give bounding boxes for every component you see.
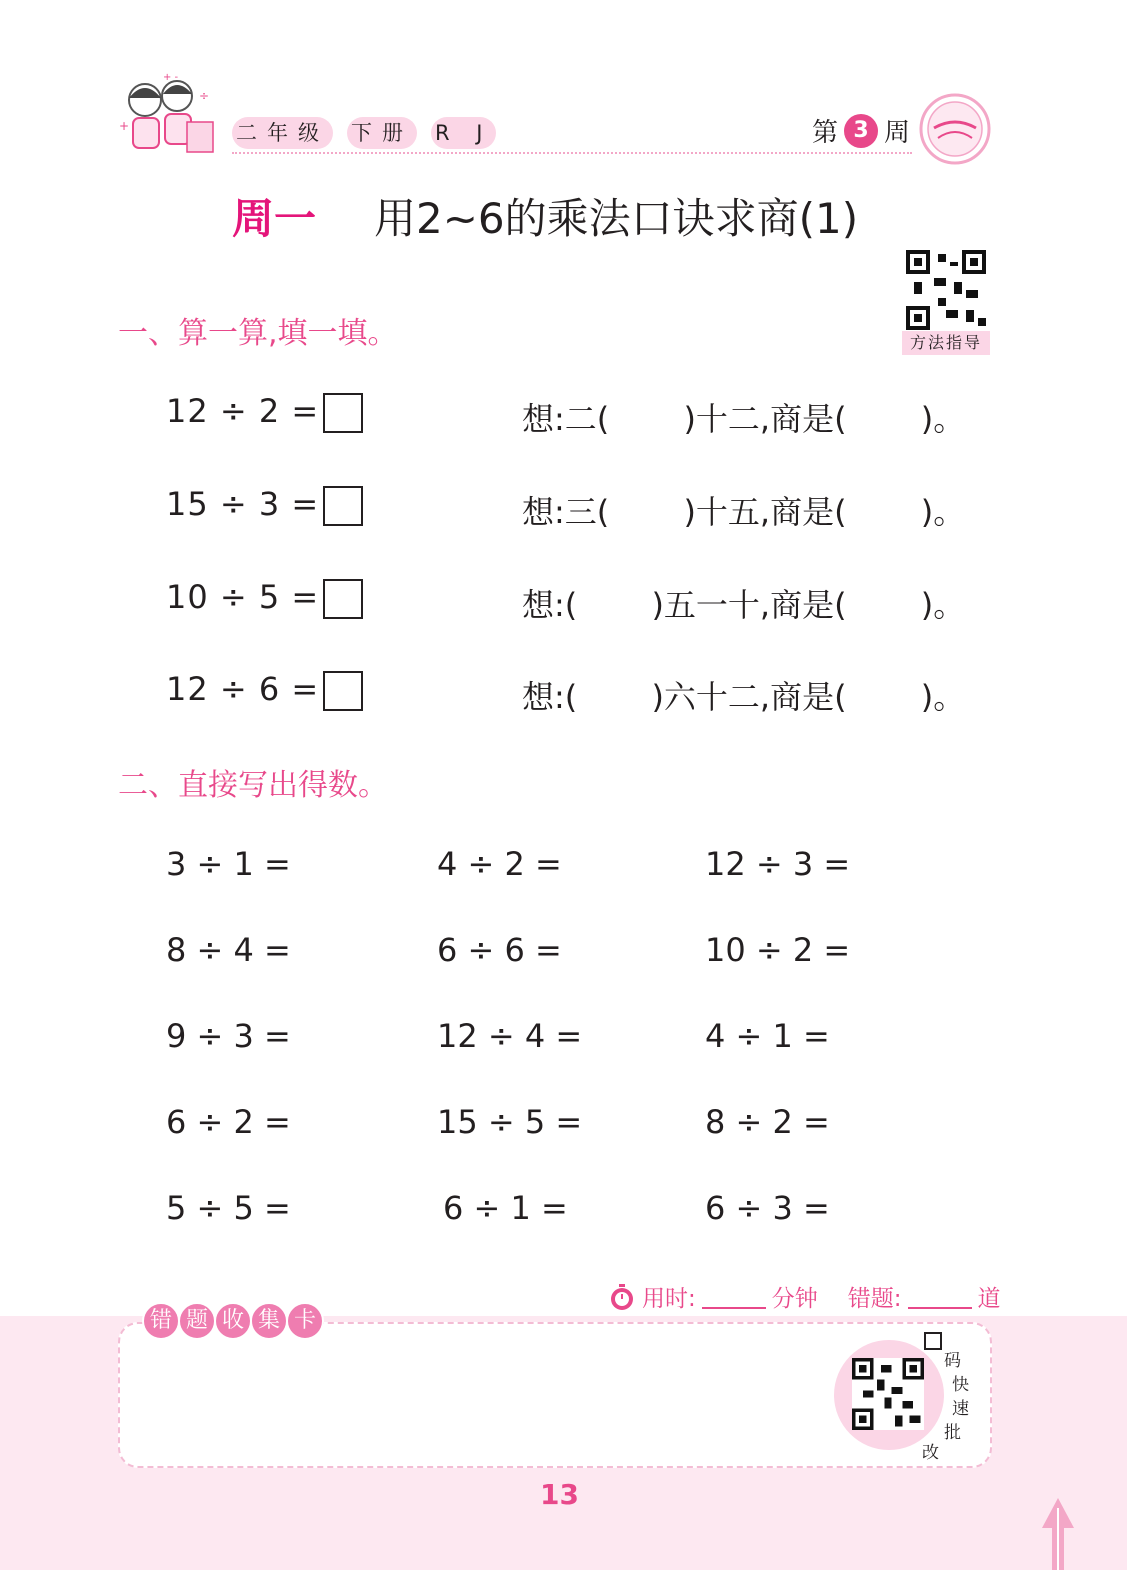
- equation-text: 10 ÷ 5 =: [166, 578, 320, 616]
- problem: 10 ÷ 2 =: [705, 931, 851, 969]
- problem: 15 ÷ 5 =: [437, 1103, 583, 1141]
- errors-unit: 道: [977, 1286, 1001, 1312]
- week-prefix: 第: [812, 118, 839, 148]
- svg-text:+ -: + -: [163, 72, 179, 83]
- errors-blank[interactable]: [908, 1285, 972, 1309]
- grade-label: 二年级: [232, 117, 333, 149]
- problem: 12 ÷ 3 =: [705, 845, 851, 883]
- problem: 12 ÷ 4 =: [437, 1017, 583, 1055]
- kids-illustration: [115, 70, 220, 165]
- header-divider: [232, 152, 912, 154]
- error-card-title: [142, 1302, 322, 1340]
- problem: 5 ÷ 5 =: [166, 1189, 291, 1227]
- time-unit: 分钟: [771, 1286, 818, 1312]
- time-blank[interactable]: [702, 1285, 766, 1309]
- think-prompt: 想:( )五一十,商是( )。: [522, 586, 966, 624]
- week-number-badge: 3: [844, 114, 878, 148]
- card-title-char: 集: [250, 1302, 288, 1340]
- equation-text: 12 ÷ 6 =: [166, 670, 320, 708]
- problem: 4 ÷ 2 =: [437, 845, 562, 883]
- problem: 6 ÷ 3 =: [705, 1189, 830, 1227]
- qr-caption: 方法指导: [902, 331, 990, 355]
- scan-char: 码: [944, 1351, 961, 1371]
- problem: 6 ÷ 2 =: [166, 1103, 291, 1141]
- problem: 8 ÷ 4 =: [166, 931, 291, 969]
- division-row: [166, 670, 363, 711]
- scan-char-square: [924, 1332, 942, 1350]
- week-indicator: [812, 112, 910, 149]
- problem: 8 ÷ 2 =: [705, 1103, 830, 1141]
- division-row: [166, 485, 363, 526]
- brand-stamp-icon: [918, 92, 992, 166]
- think-prompt: 想:二( )十二,商是( )。: [522, 400, 966, 438]
- problem: 6 ÷ 6 =: [437, 931, 562, 969]
- svg-text:+: +: [119, 119, 130, 133]
- qr-code-icon[interactable]: [852, 1358, 924, 1430]
- problem: 9 ÷ 3 =: [166, 1017, 291, 1055]
- think-prompt: 想:三( )十五,商是( )。: [522, 493, 966, 531]
- stopwatch-icon: [608, 1283, 636, 1311]
- answer-box[interactable]: [323, 671, 363, 711]
- errors-label: 错题:: [847, 1286, 902, 1312]
- volume-label: 下册: [347, 117, 417, 149]
- page-number: 13: [540, 1478, 579, 1511]
- problem: 6 ÷ 1 =: [443, 1189, 568, 1227]
- scan-char: 快: [952, 1375, 969, 1395]
- answer-box[interactable]: [323, 579, 363, 619]
- section1-heading: 一、算一算,填一填。: [118, 316, 398, 351]
- svg-text:÷: ÷: [199, 89, 210, 103]
- time-label: 用时:: [642, 1286, 696, 1312]
- think-prompt: 想:( )六十二,商是( )。: [522, 678, 966, 716]
- card-title-char: 卡: [286, 1302, 324, 1340]
- arrow-up-icon: [1040, 1498, 1076, 1570]
- scan-char: 批: [944, 1423, 961, 1443]
- answer-box[interactable]: [323, 393, 363, 433]
- qr-code-icon[interactable]: [906, 250, 986, 330]
- scan-char: 速: [952, 1399, 969, 1419]
- page-title: 用2~6的乘法口诀求商(1): [374, 194, 859, 243]
- card-title-char: 题: [178, 1302, 216, 1340]
- day-label: 周一: [232, 194, 317, 243]
- answer-box[interactable]: [323, 486, 363, 526]
- scan-char: 改: [922, 1443, 939, 1463]
- section2-heading: 二、直接写出得数。: [118, 768, 388, 803]
- equation-text: 12 ÷ 2 =: [166, 392, 320, 430]
- problem: 3 ÷ 1 =: [166, 845, 291, 883]
- timer-row: [608, 1280, 1001, 1313]
- card-title-char: 收: [214, 1302, 252, 1340]
- division-row: [166, 392, 363, 433]
- week-suffix: 周: [884, 118, 911, 148]
- problem: 4 ÷ 1 =: [705, 1017, 830, 1055]
- card-title-char: 错: [142, 1302, 180, 1340]
- grade-pills: [232, 116, 496, 150]
- edition-label: R J: [431, 117, 496, 149]
- equation-text: 15 ÷ 3 =: [166, 485, 320, 523]
- division-row: [166, 578, 363, 619]
